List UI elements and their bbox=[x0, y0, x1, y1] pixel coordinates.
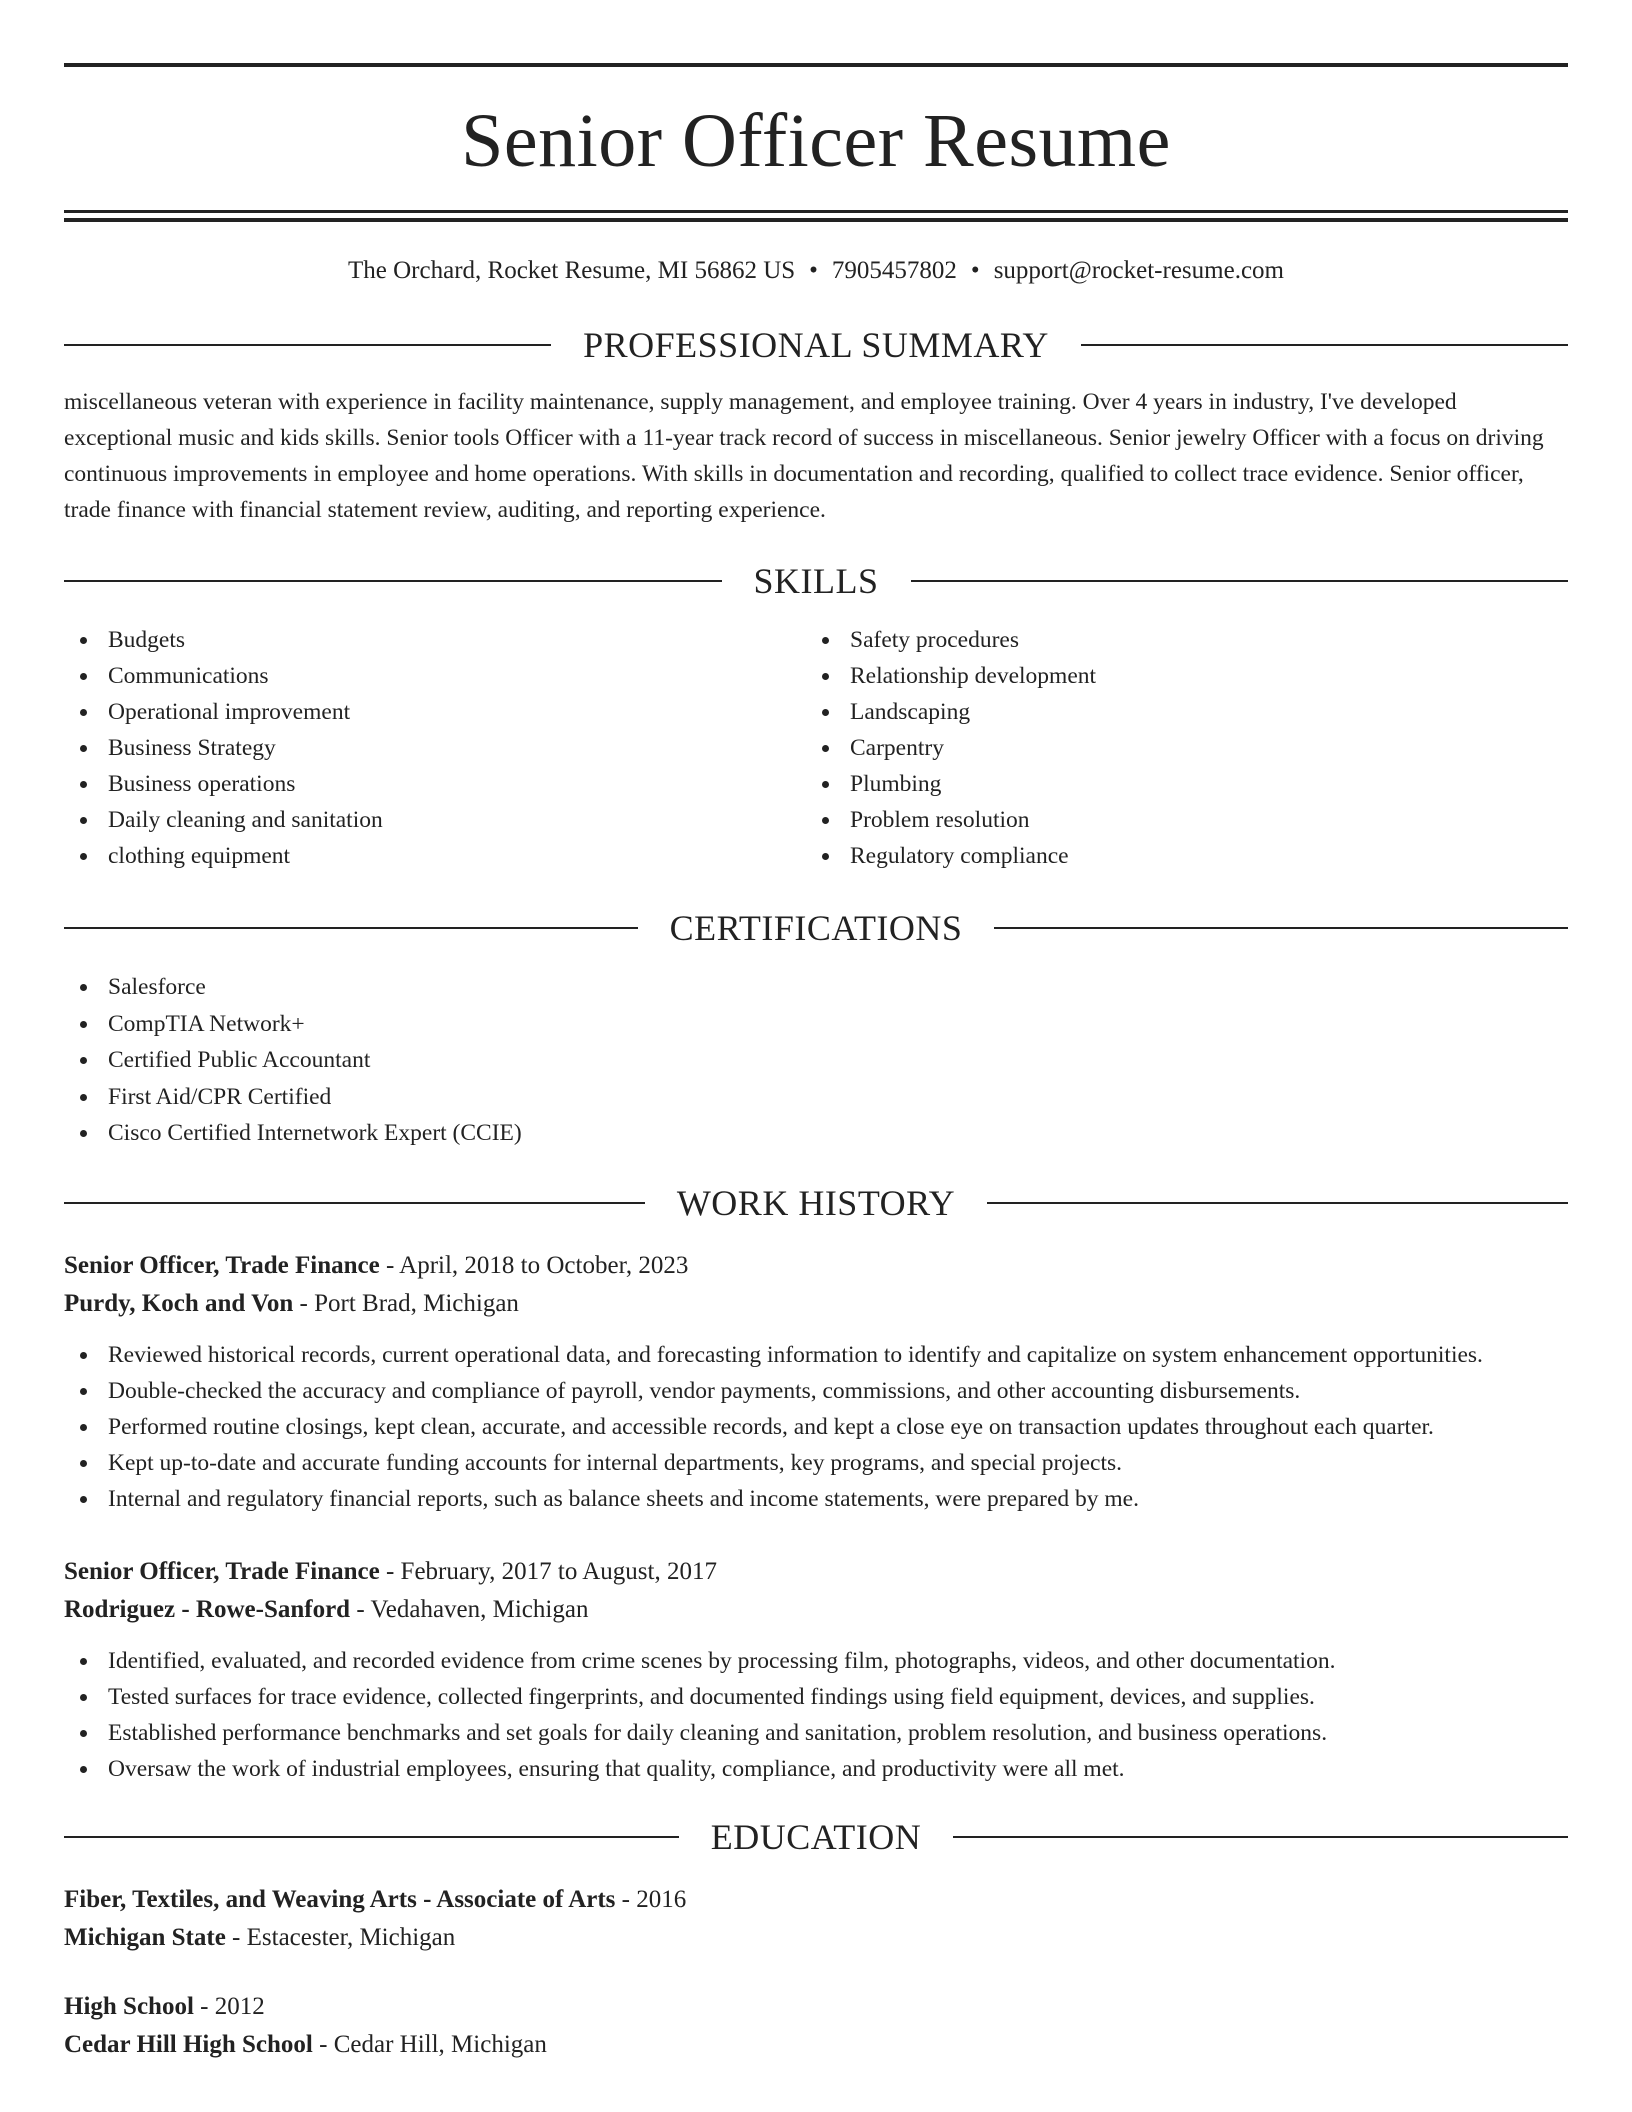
education-location: - Cedar Hill, Michigan bbox=[312, 2030, 547, 2058]
work-history-heading bbox=[64, 1183, 1568, 1223]
heading-rule-left bbox=[64, 1202, 645, 1204]
skill-item: Daily cleaning and sanitation bbox=[64, 802, 806, 838]
job-bullet: Oversaw the work of industrial employees, ensuring that quality, compliance, and productivity were all met. bbox=[64, 1751, 1568, 1787]
skill-item: Budgets bbox=[64, 622, 806, 658]
education-entry bbox=[64, 1988, 1568, 2064]
skills-right-column bbox=[806, 622, 1548, 874]
contact-email: support@rocket-resume.com bbox=[993, 257, 1284, 284]
job-bullet: Internal and regulatory financial reports, such as balance sheets and income statements, were prepared by me. bbox=[64, 1481, 1568, 1517]
heading-rule-right bbox=[911, 580, 1569, 582]
job-entry bbox=[64, 1247, 1568, 1517]
job-entry bbox=[64, 1553, 1568, 1787]
skills-left-column bbox=[64, 622, 806, 874]
job-bullet: Identified, evaluated, and recorded evidence from crime scenes by processing film, photographs, videos, and other documentation. bbox=[64, 1643, 1568, 1679]
skill-item: Relationship development bbox=[806, 658, 1548, 694]
skill-item: Landscaping bbox=[806, 694, 1548, 730]
skill-item: Carpentry bbox=[806, 730, 1548, 766]
heading-rule-right bbox=[987, 1202, 1568, 1204]
job-bullet: Double-checked the accuracy and compliance of payroll, vendor payments, commissions, and other accounting disbursements. bbox=[64, 1373, 1568, 1409]
certifications-heading-label: CERTIFICATIONS bbox=[669, 908, 963, 948]
certification-item: Certified Public Accountant bbox=[64, 1042, 1568, 1079]
education-school-line bbox=[64, 1919, 1568, 1957]
contact-separator: • bbox=[970, 257, 980, 284]
contact-address: The Orchard, Rocket Resume, MI 56862 US bbox=[348, 257, 796, 284]
certifications-list bbox=[64, 969, 1568, 1152]
job-bullet: Reviewed historical records, current operational data, and forecasting information to identify and capitalize on system enhancement opportunities. bbox=[64, 1337, 1568, 1373]
education-degree: High School bbox=[64, 1992, 194, 2020]
education-degree-line bbox=[64, 1881, 1568, 1919]
job-bullet: Kept up-to-date and accurate funding accounts for internal departments, key programs, and special projects. bbox=[64, 1445, 1568, 1481]
certification-item: CompTIA Network+ bbox=[64, 1006, 1568, 1043]
education-year: - 2016 bbox=[615, 1885, 687, 1913]
job-location: - Vedahaven, Michigan bbox=[350, 1595, 589, 1623]
skill-item: Business operations bbox=[64, 766, 806, 802]
job-title: Senior Officer, Trade Finance bbox=[64, 1557, 380, 1585]
education-heading-label: EDUCATION bbox=[710, 1816, 922, 1857]
education-school-line bbox=[64, 2026, 1568, 2064]
skill-item: Problem resolution bbox=[806, 802, 1548, 838]
job-company-line bbox=[64, 1591, 1568, 1629]
certification-item: Cisco Certified Internetwork Expert (CCIE) bbox=[64, 1115, 1568, 1152]
heading-rule-right bbox=[994, 927, 1568, 929]
heading-rule-left bbox=[64, 1836, 679, 1838]
resume-page bbox=[64, 0, 1568, 2064]
job-title-line bbox=[64, 1553, 1568, 1591]
certifications-heading bbox=[64, 908, 1568, 948]
education-degree: Fiber, Textiles, and Weaving Arts - Associate of Arts bbox=[64, 1885, 616, 1913]
certification-item: Salesforce bbox=[64, 969, 1568, 1006]
contact-separator: • bbox=[809, 257, 818, 284]
education-heading bbox=[64, 1817, 1568, 1857]
top-rule bbox=[64, 63, 1568, 67]
skill-item: Communications bbox=[64, 658, 806, 694]
heading-rule-right bbox=[953, 1836, 1568, 1838]
job-dates: - February, 2017 to August, 2017 bbox=[379, 1557, 717, 1585]
contact-line bbox=[64, 255, 1568, 287]
skill-item: clothing equipment bbox=[64, 838, 806, 874]
skill-item: Regulatory compliance bbox=[806, 838, 1548, 874]
skill-item: Operational improvement bbox=[64, 694, 806, 730]
skill-item: Plumbing bbox=[806, 766, 1548, 802]
summary-text: miscellaneous veteran with experience in facility maintenance, supply management, and employee training. Over 4 years in industry, I've developed exceptional music and kids skills. Senior tools Officer with a 11-year track record of success in miscellaneous. Senior jewelry Officer with a focus on driving continuous improvements in employee and home operations. With skills in documentation and recording, qualified to collect trace evidence. Senior officer, trade finance with financial statement review, auditing, and reporting experience. bbox=[64, 389, 1544, 523]
job-bullet: Performed routine closings, kept clean, accurate, and accessible records, and kept a close eye on transaction updates throughout each quarter. bbox=[64, 1409, 1568, 1445]
resume-title: Senior Officer Resume bbox=[461, 99, 1171, 183]
heading-rule-right bbox=[1081, 344, 1568, 346]
heading-rule-left bbox=[64, 580, 722, 582]
skill-item: Business Strategy bbox=[64, 730, 806, 766]
education-school: Michigan State bbox=[64, 1923, 226, 1951]
certification-item: First Aid/CPR Certified bbox=[64, 1079, 1568, 1116]
job-title-line bbox=[64, 1247, 1568, 1285]
heading-rule-left bbox=[64, 927, 638, 929]
job-bullet: Established performance benchmarks and set goals for daily cleaning and sanitation, problem resolution, and business operations. bbox=[64, 1715, 1568, 1751]
education-year: - 2012 bbox=[193, 1992, 265, 2020]
summary-heading bbox=[64, 325, 1568, 365]
skill-item: Safety procedures bbox=[806, 622, 1548, 658]
education-entry bbox=[64, 1881, 1568, 1957]
education-degree-line bbox=[64, 1988, 1568, 2026]
job-location: - Port Brad, Michigan bbox=[293, 1289, 519, 1317]
skills-heading-label: SKILLS bbox=[753, 561, 879, 601]
title-double-rule bbox=[64, 210, 1568, 222]
job-bullet: Tested surfaces for trace evidence, collected fingerprints, and documented findings using field equipment, devices, and supplies. bbox=[64, 1679, 1568, 1715]
contact-phone: 7905457802 bbox=[831, 257, 957, 284]
job-bullets bbox=[64, 1337, 1568, 1517]
job-company-line bbox=[64, 1285, 1568, 1323]
summary-heading-label: PROFESSIONAL SUMMARY bbox=[583, 325, 1049, 365]
job-dates: - April, 2018 to October, 2023 bbox=[379, 1251, 689, 1279]
heading-rule-left bbox=[64, 344, 551, 346]
education-school: Cedar Hill High School bbox=[64, 2030, 313, 2058]
work-history-heading-label: WORK HISTORY bbox=[676, 1182, 956, 1223]
skills-heading bbox=[64, 561, 1568, 601]
job-company: Rodriguez - Rowe-Sanford bbox=[64, 1595, 351, 1623]
skills-list bbox=[64, 622, 1568, 874]
job-bullets bbox=[64, 1643, 1568, 1787]
job-company: Purdy, Koch and Von bbox=[64, 1289, 294, 1317]
education-location: - Estacester, Michigan bbox=[225, 1923, 456, 1951]
job-title: Senior Officer, Trade Finance bbox=[64, 1251, 380, 1279]
